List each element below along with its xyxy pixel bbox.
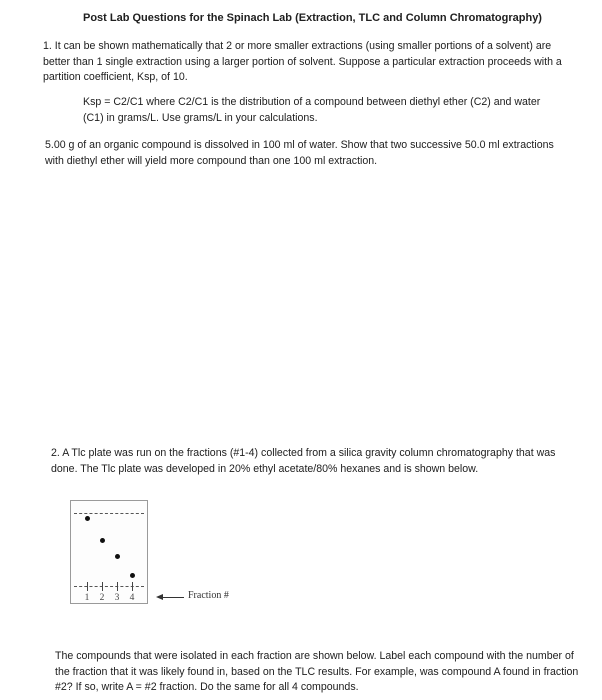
lane-tick — [102, 582, 103, 591]
lane-label-4: 4 — [129, 593, 135, 603]
page-title: Post Lab Questions for the Spinach Lab (Extraction, TLC and Column Chromatography) — [83, 12, 542, 24]
tlc-spot-2 — [100, 538, 105, 543]
question-1-text: 1. It can be shown mathematically that 2 or more smaller extractions (using smaller portions of a solvent) are better than 1 single extraction using a larger portion of solvent. Suppose a particular extraction proceeds with a partition coefficient, Ksp, of 10. — [43, 40, 562, 83]
tlc-plate — [70, 500, 148, 604]
fraction-label: Fraction # — [188, 590, 229, 601]
lane-tick — [117, 582, 118, 591]
lane-label-1: 1 — [84, 593, 90, 603]
lane-tick — [132, 582, 133, 591]
lane-tick — [87, 582, 88, 591]
ksp-definition: Ksp = C2/C1 where C2/C1 is the distribution of a compound between diethyl ether (C2) and water (C1) in grams/L. Use grams/L in your calculations. — [83, 96, 541, 124]
tlc-spot-4 — [130, 573, 135, 578]
arrow-line — [161, 597, 184, 598]
lane-label-3: 3 — [114, 593, 120, 603]
origin-line — [74, 586, 144, 587]
question-1-problem: 5.00 g of an organic compound is dissolved in 100 ml of water. Show that two successive 50.0 ml extractions with diethyl ether will yield more compound than one 100 ml extraction. — [45, 139, 554, 167]
compounds-instructions: The compounds that were isolated in each fraction are shown below. Label each compound with the number of the fraction that it was likely found in, based on the TLC results. For example, was compound A found in fraction #2? If so, write A = #2 fraction. Do the same for all 4 compounds. — [55, 650, 579, 693]
tlc-spot-3 — [115, 554, 120, 559]
solvent-front-line — [74, 513, 144, 514]
lane-label-2: 2 — [99, 593, 105, 603]
tlc-spot-1 — [85, 516, 90, 521]
question-2-text: 2. A Tlc plate was run on the fractions (#1-4) collected from a silica gravity column chromatography that was done. The Tlc plate was developed in 20% ethyl acetate/80% hexanes and is shown below. — [51, 447, 556, 475]
